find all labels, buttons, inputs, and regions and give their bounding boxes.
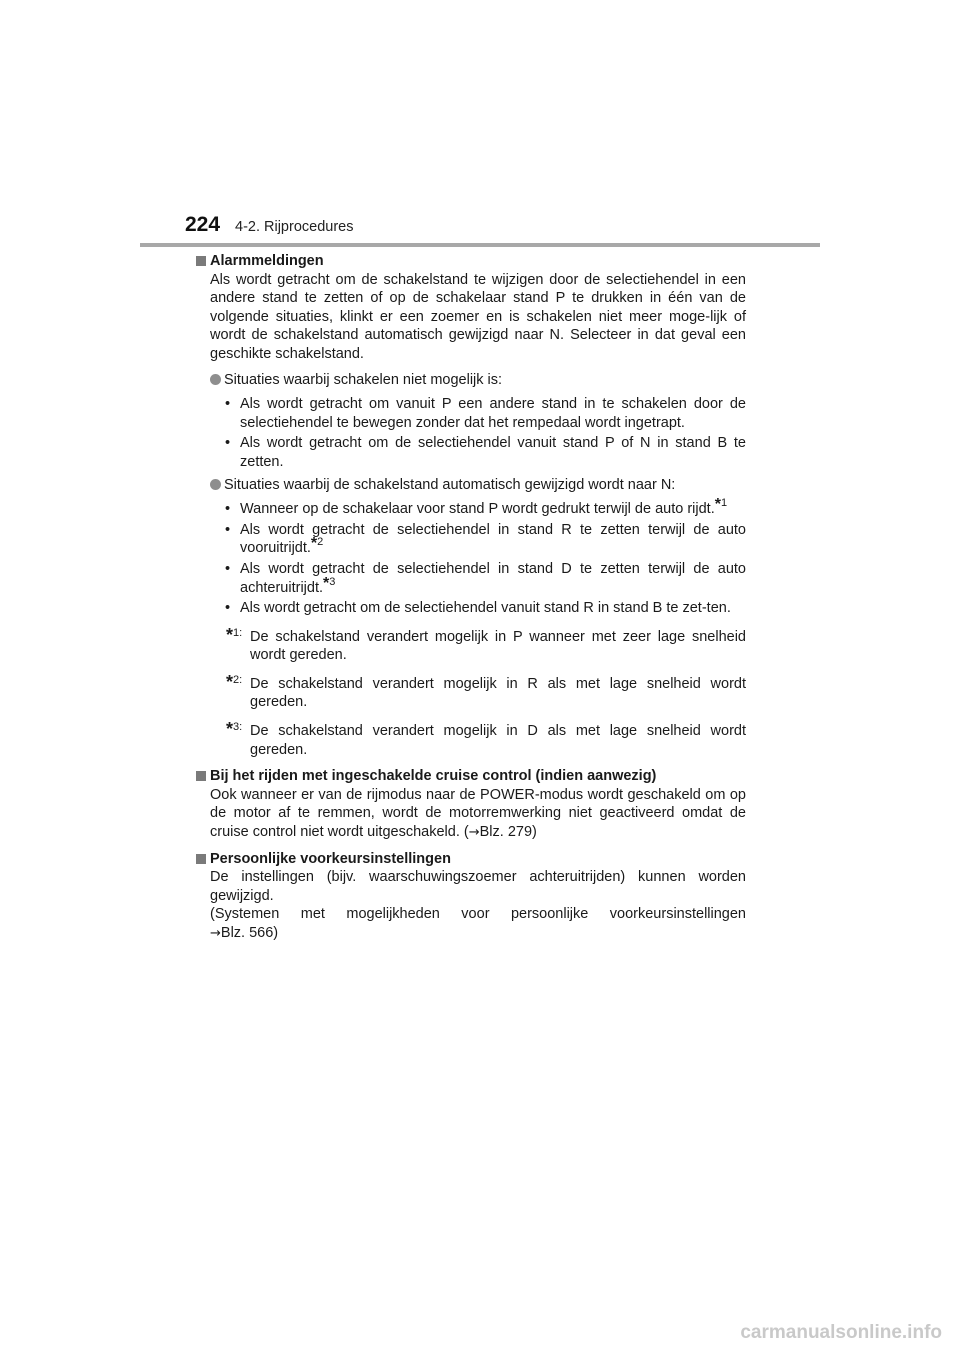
alarm-intro: Als wordt getracht om de schakelstand te wijzigen door de selectiehendel in een andere stand te zetten of op de schakelaar stand P te drukken in één van de volgende situaties, klinkt er een zoemer en is schakelen niet meer moge-lijk of wordt de schakelstand automatisch gewijzigd naar N. Selecteer in dat geval een geschikte schakelstand. [210,271,746,362]
alarm-section [210,252,746,759]
page-reference-link[interactable]: Blz. 566) [220,925,279,941]
arrow-right-icon: → [210,926,221,941]
list-item: • Als wordt getracht om de selectiehendel vanuit stand R in stand B te zet-ten. [225,600,731,617]
footnote-3: *3: De schakelstand verandert mogelijk in D als met lage snelheid wordt gereden. [226,719,746,758]
situation-group-1-list [210,395,746,471]
cruise-text: Ook wanneer er van de rijmodus naar de POWER-modus wordt geschakeld om op de motor af te remmen, wordt de motorremwerking niet geactiveerd omdat de cruise control niet wordt uitgeschakeld. (→Blz. 279) [210,786,746,841]
footnote-ref: *2 [310,535,324,553]
situation-group-1 [210,371,746,390]
section-title: 4-2. Rijprocedures [235,219,354,235]
footnote-2: *2: De schakelstand verandert mogelijk in R als met lage snelheid wordt gereden. [226,671,746,711]
footnote-ref: *3 [323,574,336,592]
personal-ref-line [210,924,746,944]
list-item: • Als wordt getracht de selectiehendel in stand D te zetten terwijl de auto achteruitrijdt.$^{*3}$ [225,560,746,596]
circle-bullet-icon [210,374,221,385]
personal-text-2: (Systemen met mogelijkheden voor persoonlijke voorkeursinstellingen [210,906,746,923]
square-bullet-icon [196,256,206,266]
situation-group-1-title: Situaties waarbij schakelen niet mogelijk is: [224,371,503,388]
page-number: 224 [185,213,221,236]
cruise-section [210,767,746,842]
page-reference-link[interactable]: Blz. 279 [479,824,533,841]
alarm-heading: Alarmmeldingen [196,252,746,271]
circle-bullet-icon [210,479,221,490]
personal-section [210,850,746,944]
cruise-heading: Bij het rijden met ingeschakelde cruise control (indien aanwezig) [196,767,746,786]
footnote-ref: *1 [714,496,728,514]
arrow-right-icon: → [468,825,480,841]
page-content [210,252,746,951]
list-item: • Wanneer op de schakelaar voor stand P wordt gedrukt terwijl de auto rijdt.$^{*1}$ [225,496,728,518]
footnote-1: *1: De schakelstand verandert mogelijk in P wanneer met zeer lage snelheid wordt gereden. [226,624,746,664]
personal-heading: Persoonlijke voorkeursinstellingen [196,850,746,869]
list-item: • Als wordt getracht om vanuit P een andere stand in te schakelen door de selectiehendel te bewegen zonder dat het rempedaal wordt ingetrapt. [225,396,746,431]
header-divider [140,243,820,247]
list-item: • Als wordt getracht om de selectiehendel vanuit stand P of N in stand B te zetten. [225,435,746,470]
watermark: carmanualsonline.info [740,1322,942,1343]
square-bullet-icon [196,771,206,781]
situation-group-2-title: Situaties waarbij de schakelstand automatisch gewijzigd wordt naar N: [224,476,676,493]
page-header [0,213,960,247]
personal-text: De instellingen (bijv. waarschuwingszoemer achteruitrijden) kunnen worden gewijzigd. [210,869,746,904]
situation-group-2 [210,476,746,495]
list-item: • Als wordt getracht de selectiehendel in stand R te zetten terwijl de auto vooruitrijdt.$^{*2}$ [225,521,746,557]
square-bullet-icon [196,854,206,864]
situation-group-2-list [210,496,746,618]
